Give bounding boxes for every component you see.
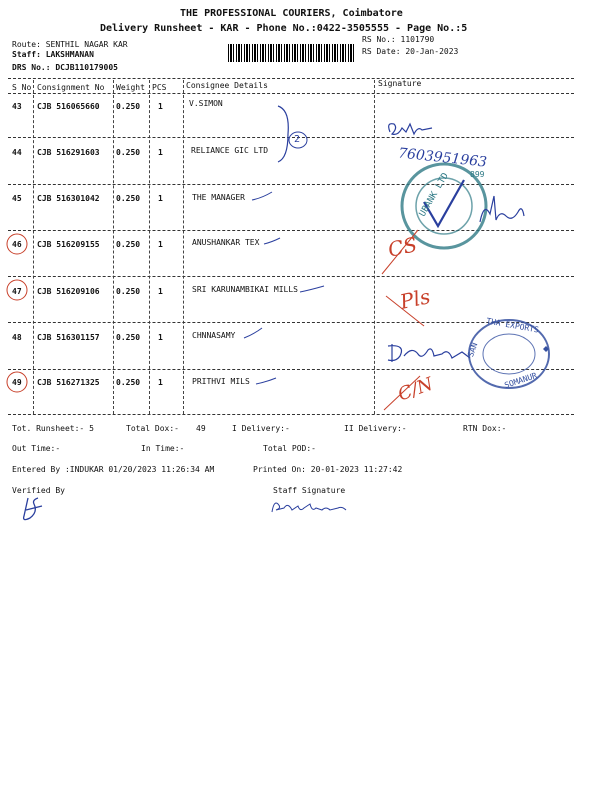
row-sno: 43 xyxy=(12,102,22,111)
row-consignment: CJB 516301042 xyxy=(37,194,100,203)
row-pcs: 1 xyxy=(158,333,163,342)
verified-by: Verified By xyxy=(12,486,65,495)
stamp2-side: SAN xyxy=(466,341,480,359)
col-separator xyxy=(183,80,184,414)
row-sno: 45 xyxy=(12,194,22,203)
table-bottom-rule xyxy=(8,414,574,415)
total-dox-label: Total Dox:- xyxy=(126,424,179,433)
row-consignee: CHNNASAMY xyxy=(192,331,236,340)
route-label: Route: SENTHIL NAGAR KAR xyxy=(12,40,128,49)
table-header-rule xyxy=(8,93,574,94)
handwritten-phone: 7603951963 xyxy=(397,145,488,171)
row-consignee: RELIANCE GIC LTD xyxy=(191,146,269,155)
circle-row-46 xyxy=(5,232,29,256)
row-consignment: CJB 516209106 xyxy=(37,287,100,296)
row-consignment: CJB 516301157 xyxy=(37,333,100,342)
row-sno: 47 xyxy=(12,287,22,296)
row-sno: 46 xyxy=(12,240,22,249)
row-consignee: SRI KARUNAMBIKAI MILLS xyxy=(192,285,298,294)
staff-signature-label: Staff Signature xyxy=(273,486,346,495)
table-top-rule xyxy=(8,78,574,79)
row-pcs: 1 xyxy=(158,102,163,111)
col-separator xyxy=(149,80,150,414)
stamp2-bottom: SOMANUR xyxy=(503,371,539,391)
row-weight: 0.250 xyxy=(116,378,141,387)
entered-by: Entered By :INDUKAR 01/20/2023 11:26:34 AM xyxy=(12,465,215,474)
row-pcs: 1 xyxy=(158,148,163,157)
row-sno: 44 xyxy=(12,148,22,157)
runsheet-subtitle: Delivery Runsheet - KAR - Phone No.:0422-3505555 - Page No.:5 xyxy=(100,23,468,34)
strike-marks xyxy=(378,226,428,416)
row-consignment: CJB 516271325 xyxy=(37,378,100,387)
col-separator xyxy=(113,80,114,414)
signature-row-43 xyxy=(386,118,436,140)
row-weight: 0.250 xyxy=(116,287,141,296)
i-delivery: I Delivery:- xyxy=(232,424,290,433)
signature-row-45 xyxy=(478,192,528,232)
row-consignee: THE MANAGER xyxy=(192,193,245,202)
row-pcs: 1 xyxy=(158,287,163,296)
row-consignee: PRITHVI MILS xyxy=(192,377,250,386)
verified-signature xyxy=(20,496,50,524)
mark-cs: CS xyxy=(385,232,420,262)
signature-row-48 xyxy=(386,340,472,366)
circle-row-49 xyxy=(5,370,29,394)
row-weight: 0.250 xyxy=(116,148,141,157)
row-consignee: V.SIMON xyxy=(189,99,223,108)
row-pcs: 1 xyxy=(158,378,163,387)
mark-cn: C/N xyxy=(395,373,436,406)
col-separator xyxy=(33,80,34,414)
row-consignment: CJB 516291603 xyxy=(37,148,100,157)
col-weight: Weight xyxy=(116,83,145,92)
row-pcs: 1 xyxy=(158,194,163,203)
rs-number: RS No.: 1101790 xyxy=(362,35,435,44)
stamp1-text: UBANK LTD xyxy=(417,171,451,219)
stamp2-top: THA EXPORTS xyxy=(485,316,540,335)
row-weight: 0.250 xyxy=(116,333,141,342)
tick-marks xyxy=(240,188,330,388)
row-weight: 0.250 xyxy=(116,102,141,111)
row-weight: 0.250 xyxy=(116,194,141,203)
circle-row-47 xyxy=(5,278,29,302)
total-dox-value: 49 xyxy=(196,424,206,433)
stamp1-number: 899 xyxy=(470,170,485,179)
drs-number: DRS No.: DCJB110179005 xyxy=(12,63,118,72)
row-consignment: CJB 516209155 xyxy=(37,240,100,249)
col-consignee: Consignee Details xyxy=(186,81,268,90)
row-weight: 0.250 xyxy=(116,240,141,249)
total-pod: Total POD:- xyxy=(263,444,316,453)
col-sno: S No xyxy=(12,83,32,92)
rtn-dox: RTN Dox:- xyxy=(463,424,507,433)
mark-pls: Pls xyxy=(397,284,433,314)
row-consignee: ANUSHANKAR TEX xyxy=(192,238,260,247)
staff-label: Staff: LAKSHMANAN xyxy=(12,50,94,59)
circled-number: 2 xyxy=(294,134,301,145)
col-signature: Signature xyxy=(378,79,422,88)
row-sno: 49 xyxy=(12,378,22,387)
row-pcs: 1 xyxy=(158,240,163,249)
col-separator xyxy=(374,80,375,414)
total-runsheet: Tot. Runsheet:- 5 xyxy=(12,424,94,433)
in-time: In Time:- xyxy=(141,444,185,453)
company-title: THE PROFESSIONAL COURIERS, Coimbatore xyxy=(180,8,403,19)
row-sno: 48 xyxy=(12,333,22,342)
printed-on: Printed On: 20-01-2023 11:27:42 xyxy=(253,465,403,474)
col-consignment: Consignment No xyxy=(37,83,105,92)
out-time: Out Time:- xyxy=(12,444,61,453)
rs-date: RS Date: 20-Jan-2023 xyxy=(362,47,459,56)
staff-signature xyxy=(270,498,350,518)
row-consignment: CJB 516065660 xyxy=(37,102,100,111)
ii-delivery: II Delivery:- xyxy=(344,424,407,433)
col-pcs: PCS xyxy=(152,83,167,92)
barcode xyxy=(228,44,354,62)
